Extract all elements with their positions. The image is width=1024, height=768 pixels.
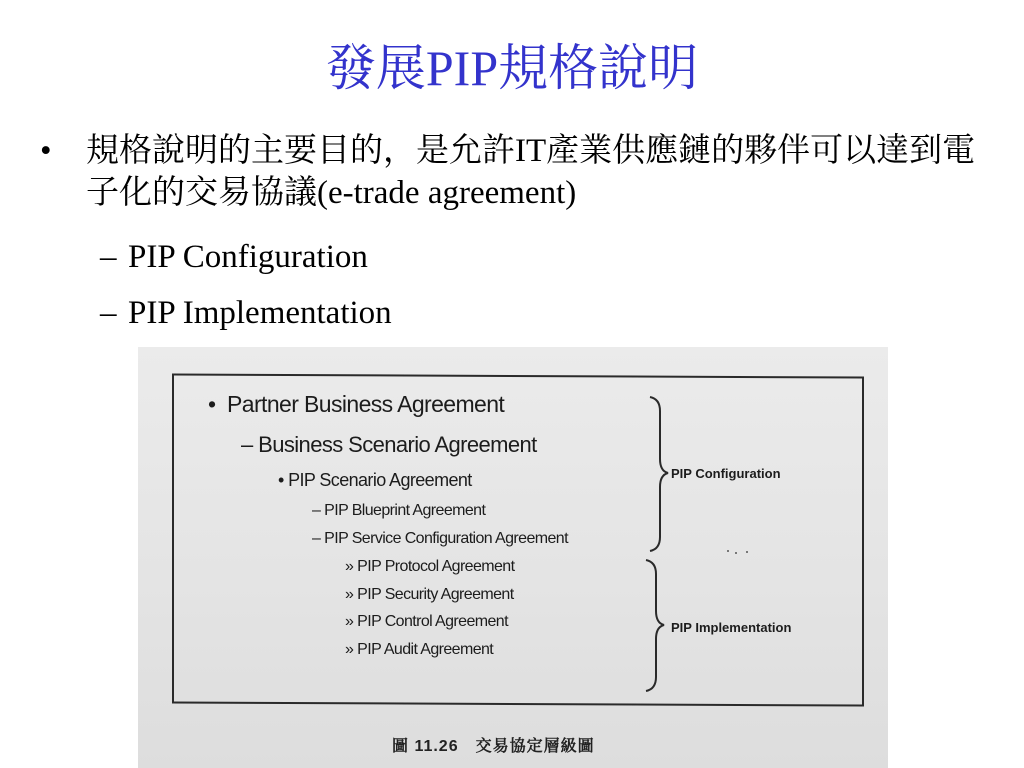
sub-item-implementation xyxy=(100,292,392,334)
figure-line-marker: – xyxy=(312,530,321,547)
figure-braces xyxy=(138,347,888,768)
scan-speck xyxy=(746,551,748,553)
figure-line-marker: » xyxy=(345,641,354,658)
implementation-brace xyxy=(646,560,664,691)
sub-item-label: PIP Configuration xyxy=(128,239,368,275)
scan-speck xyxy=(735,552,737,554)
sub-item-label: PIP Implementation xyxy=(128,295,392,331)
bullet-dot: • xyxy=(40,133,52,169)
figure-line-text: PIP Security Agreement xyxy=(357,586,514,603)
figure-line-text: PIP Control Agreement xyxy=(357,613,508,630)
scan-speck xyxy=(727,550,729,552)
figure-caption: 圖 11.26 交易協定層級圖 xyxy=(392,738,595,755)
figure-line-text: Partner Business Agreement xyxy=(227,391,505,417)
sub-item-configuration xyxy=(100,236,368,278)
figure-line-text: PIP Audit Agreement xyxy=(357,641,494,658)
figure-line-marker: » xyxy=(345,586,354,603)
implementation-brace-label: PIP Implementation xyxy=(671,620,792,635)
bullet-text: 規格說明的主要目的，是允許IT產業供應鏈的夥伴可以達到電子化的交易協議(e-trade agreement) xyxy=(86,133,976,211)
figure-line-marker: • xyxy=(208,391,216,417)
figure-line-text: PIP Scenario Agreement xyxy=(288,470,472,490)
figure-line-text: PIP Service Configuration Agreement xyxy=(324,530,568,547)
configuration-brace xyxy=(650,397,668,551)
sub-item-dash: – xyxy=(100,239,117,275)
figure-line-text: PIP Blueprint Agreement xyxy=(324,502,486,519)
figure-line-marker: • xyxy=(278,470,284,490)
slide-title: 發展PIP規格說明 xyxy=(325,40,699,96)
figure-line-text: PIP Protocol Agreement xyxy=(357,558,515,575)
figure-line-text: Business Scenario Agreement xyxy=(258,432,537,457)
agreement-hierarchy-figure xyxy=(138,347,888,768)
figure-line-marker: » xyxy=(345,613,354,630)
figure-line-marker: – xyxy=(312,502,321,519)
configuration-brace-label: PIP Configuration xyxy=(671,466,781,481)
main-bullet xyxy=(40,130,980,214)
figure-line-marker: » xyxy=(345,558,354,575)
figure-line-marker: – xyxy=(241,432,253,457)
sub-item-dash: – xyxy=(100,295,117,331)
